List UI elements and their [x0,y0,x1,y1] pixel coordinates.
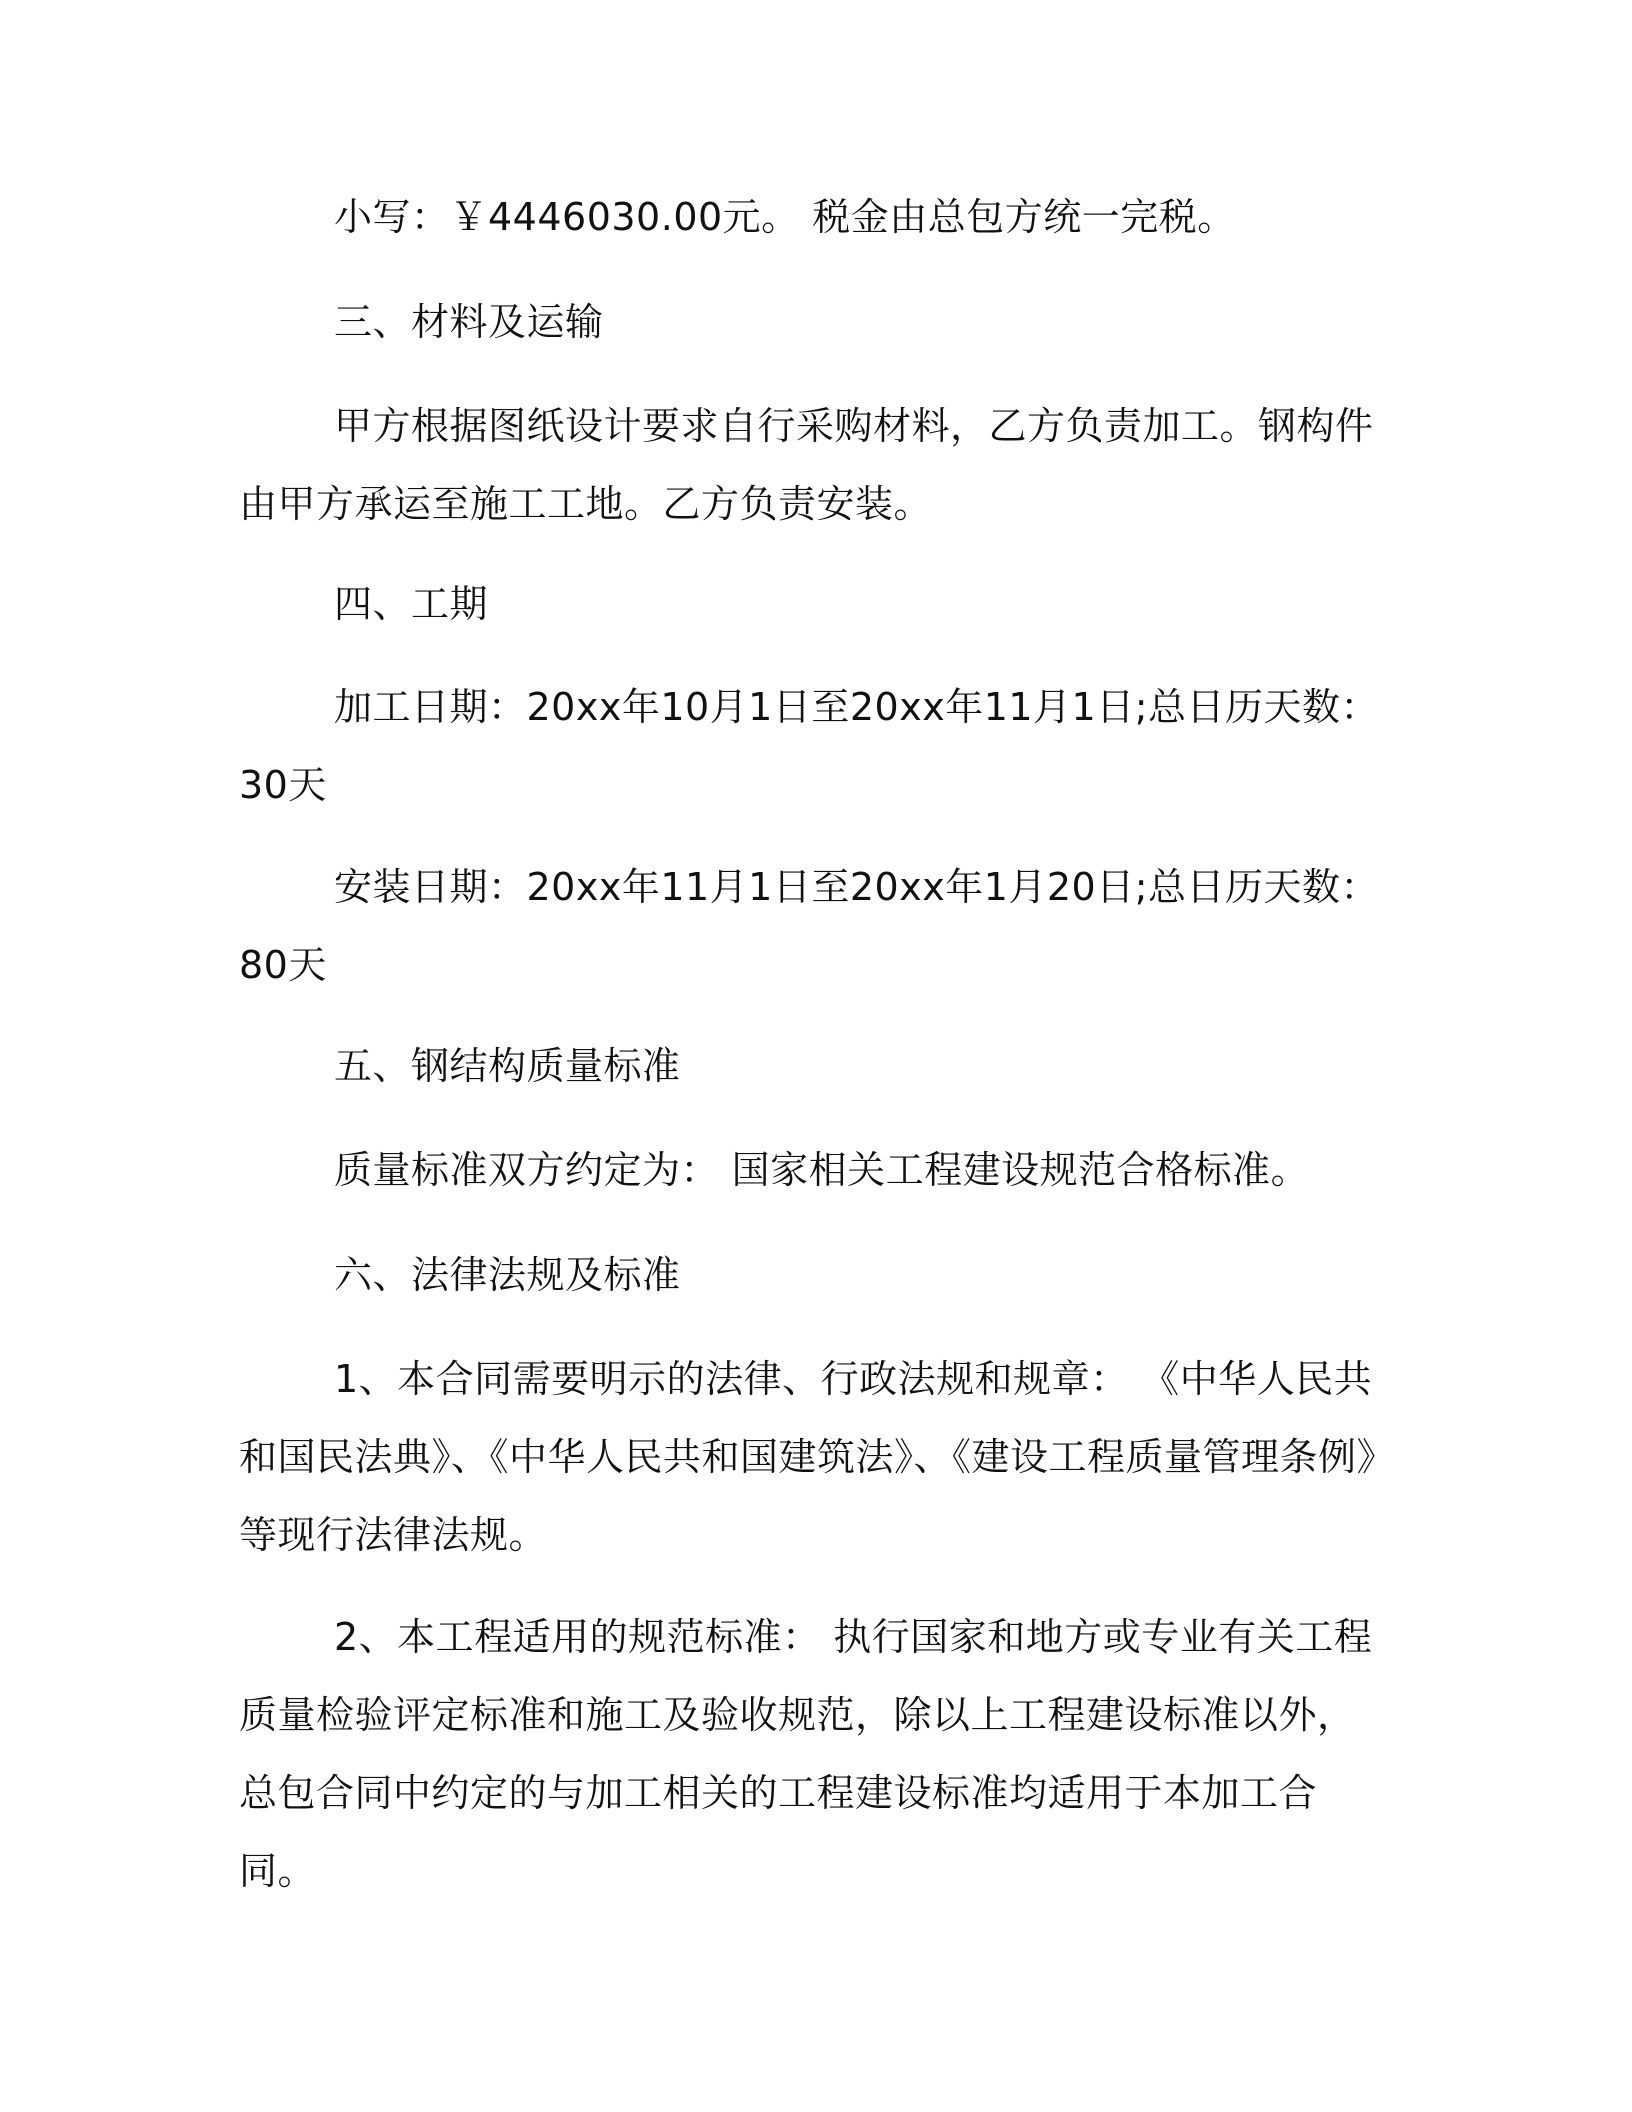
paragraph-processing-date: 加工日期：20xx年10月1日至20xx年11月1日;总日历天数：30天 [239,685,1380,807]
heading-materials-transport: 三、材料及运输 [334,300,604,344]
paragraph-laws: 1、本合同需要明示的法律、行政法规和规章： 《中华人民共和国民法典》、《中华人民共和国建筑法》、《建设工程质量管理条例》等现行法律法规。 [239,1357,1377,1557]
paragraph-materials: 甲方根据图纸设计要求自行采购材料，乙方负责加工。钢构件由甲方承运至施工工地。乙方负责安装。 [239,404,1374,526]
paragraph-quality-standard: 质量标准双方约定为： 国家相关工程建设规范合格标准。 [334,1148,1310,1192]
heading-quality-standard: 五、钢结构质量标准 [334,1044,681,1088]
paragraph-amount: 小写：￥4446030.00元。 税金由总包方统一完税。 [334,195,1236,239]
paragraph-installation-date: 安装日期：20xx年11月1日至20xx年1月20日;总日历天数：80天 [239,865,1380,987]
heading-schedule: 四、工期 [334,582,489,626]
heading-laws-standards: 六、法律法规及标准 [334,1253,681,1297]
paragraph-standards: 2、本工程适用的规范标准： 执行国家和地方或专业有关工程质量检验评定标准和施工及验收规范，除以上工程建设标准以外，总包合同中约定的与加工相关的工程建设标准均适用于本加工合同。 [239,1615,1373,1893]
